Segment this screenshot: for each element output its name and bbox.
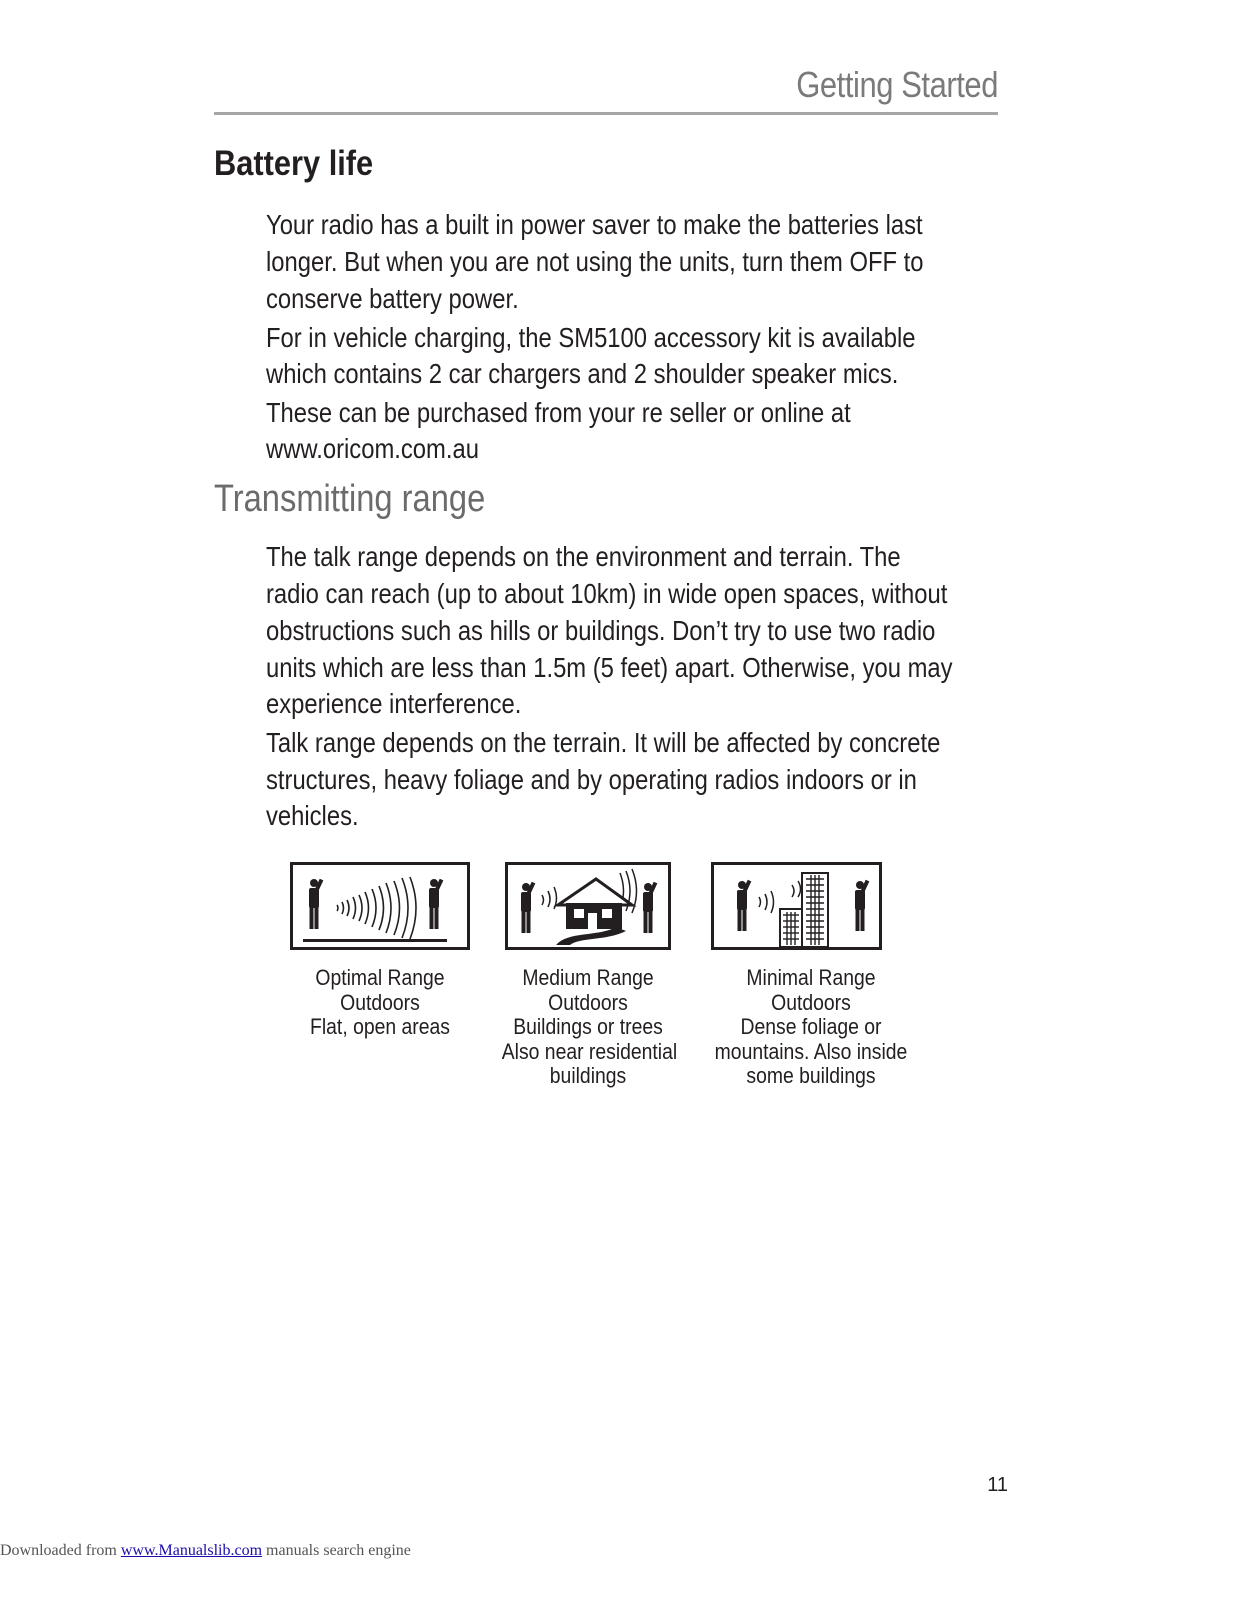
battery-line: which contains 2 car chargers and 2 shoulder speaker mics. bbox=[266, 358, 899, 389]
range-line: structures, heavy foliage and by operating radios indoors or in bbox=[266, 764, 917, 795]
header-rule bbox=[214, 112, 998, 115]
range-line: The talk range depends on the environment and terrain. The bbox=[266, 541, 901, 572]
caption-line: Outdoors bbox=[548, 989, 628, 1015]
caption-line: buildings bbox=[549, 1063, 627, 1088]
transmitting-range-heading: Transmitting range bbox=[214, 478, 486, 520]
footer-suffix: manuals search engine bbox=[262, 1542, 411, 1559]
battery-line: www.oricom.com.au bbox=[266, 433, 479, 464]
battery-line: Your radio has a built in power saver to make the batteries last bbox=[266, 209, 923, 240]
caption-line: Dense foliage or bbox=[740, 1014, 882, 1039]
caption-line: some buildings bbox=[746, 1063, 876, 1088]
manualslib-link[interactable]: www.Manualslib.com bbox=[120, 1542, 263, 1559]
footer-prefix: Downloaded from bbox=[0, 1542, 121, 1559]
minimal-range-figure bbox=[711, 862, 882, 950]
battery-line: These can be purchased from your re seller or online at bbox=[266, 397, 851, 428]
medium-range-figure bbox=[505, 862, 671, 950]
medium-range-icon bbox=[508, 865, 668, 947]
battery-line: conserve battery power. bbox=[266, 283, 519, 314]
caption-line: Optimal Range bbox=[315, 965, 445, 990]
optimal-range-figure bbox=[290, 862, 470, 950]
range-line: vehicles. bbox=[266, 800, 359, 831]
section-title: Getting Started bbox=[796, 64, 998, 105]
minimal-range-icon bbox=[714, 865, 879, 947]
battery-life-heading: Battery life bbox=[214, 144, 374, 183]
caption-line: Medium Range bbox=[522, 965, 654, 990]
optimal-range-icon bbox=[293, 865, 467, 947]
caption-line: Also near residential bbox=[501, 1038, 678, 1064]
range-line: experience interference. bbox=[266, 688, 522, 719]
range-line: radio can reach (up to about 10km) in wide open spaces, without bbox=[266, 578, 948, 609]
caption-line: mountains. Also inside bbox=[714, 1038, 908, 1064]
page-number: 11 bbox=[987, 1474, 1008, 1496]
caption-line: Outdoors bbox=[340, 989, 420, 1015]
battery-line: longer. But when you are not using the units, turn them OFF to bbox=[266, 246, 924, 277]
caption-line: Outdoors bbox=[771, 989, 851, 1015]
caption-line: Minimal Range bbox=[746, 965, 876, 990]
optimal-range-caption bbox=[290, 966, 470, 1040]
download-footer bbox=[0, 1542, 411, 1560]
range-line: Talk range depends on the terrain. It will be affected by concrete bbox=[266, 727, 941, 758]
battery-line: For in vehicle charging, the SM5100 accessory kit is available bbox=[266, 322, 916, 353]
caption-line: Flat, open areas bbox=[310, 1014, 450, 1039]
range-line: units which are less than 1.5m (5 feet) apart. Otherwise, you may bbox=[266, 652, 953, 683]
caption-line: Buildings or trees bbox=[513, 1014, 663, 1039]
minimal-range-caption bbox=[700, 966, 922, 1089]
range-line: obstructions such as hills or buildings. Don’t try to use two radio bbox=[266, 615, 936, 646]
medium-range-caption bbox=[490, 966, 686, 1089]
